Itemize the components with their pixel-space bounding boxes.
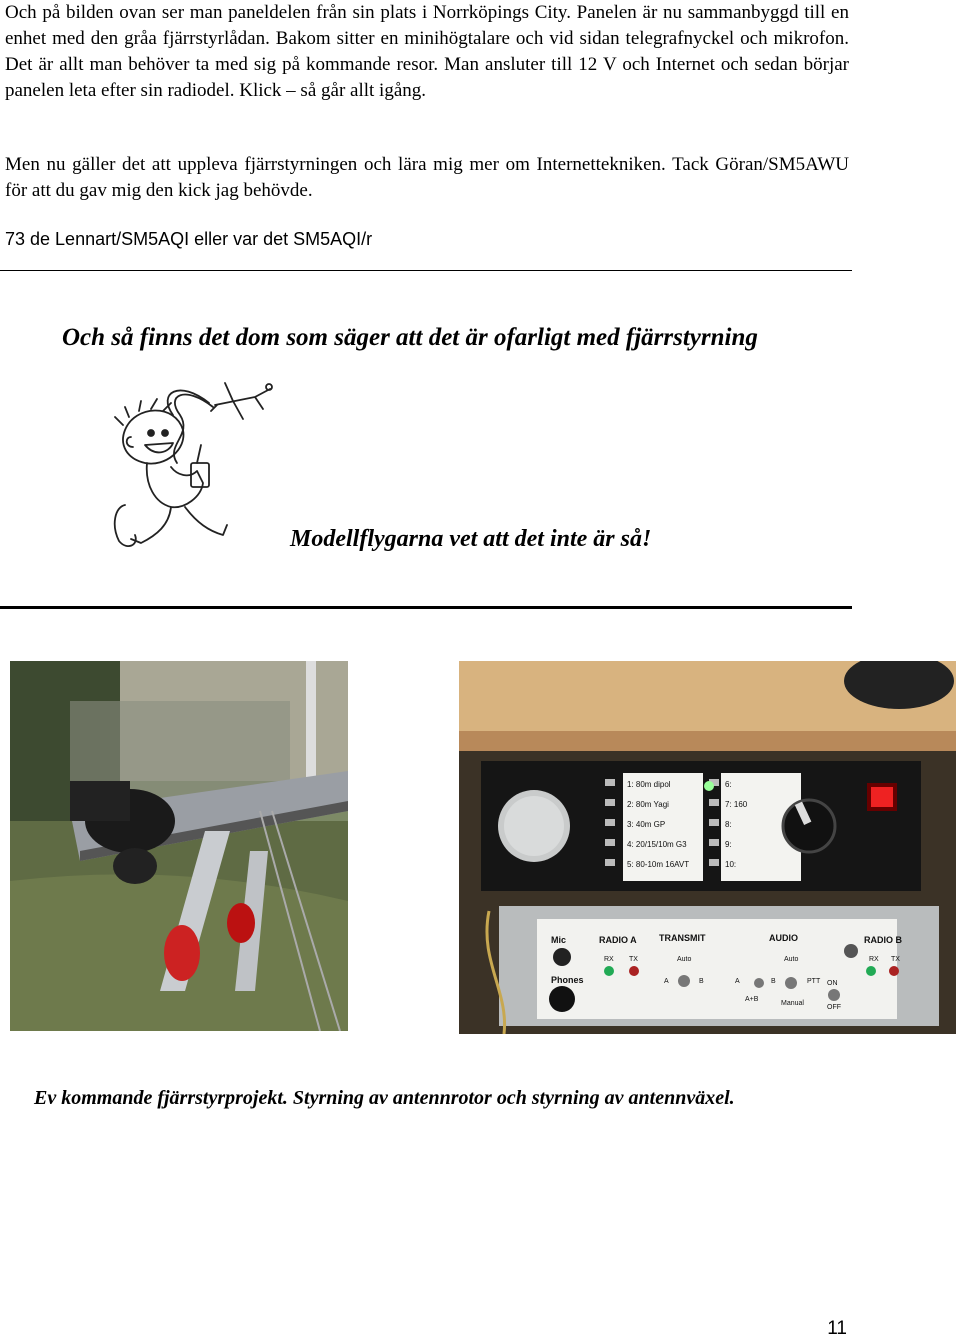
channel-3: 3: 40m GP [627,820,666,829]
channel-4: 4: 20/15/10m G3 [627,840,687,849]
divider-thick [0,606,852,609]
channel-10: 10: [725,860,737,869]
label-auto-audio: Auto [784,956,799,963]
cartoon-illustration [105,375,275,553]
page-number: 11 [827,1318,847,1339]
paragraph-thanks: Men nu gäller det att uppleva fjärrstyrningen och lära mig mer om Internettekniken. Tack Göran/SM5AWU för att du gav mig den kick jag behövde. [5,154,849,201]
label-off: OFF [827,1004,841,1011]
channel-7: 7: 160 [725,800,748,809]
antenna-rotor-photo [10,661,348,1031]
label-a-audio: A [735,978,740,985]
channel-1: 1: 80m dipol [627,780,671,789]
channel-2: 2: 80m Yagi [627,800,669,809]
heading-modellflygarna: Modellflygarna vet att det inte är så! [290,526,652,552]
label-auto-tx: Auto [677,956,692,963]
label-ab: A+B [745,996,759,1003]
signature: 73 de Lennart/SM5AQI eller var det SM5AQI/r [5,229,373,249]
channel-9: 9: [725,840,732,849]
divider [0,270,852,271]
label-b-tx: B [699,978,704,985]
label-audio: AUDIO [769,933,798,943]
heading-warning: Och så finns det dom som säger att det är ofarligt med fjärrstyrning [62,324,758,351]
label-manual: Manual [781,1000,804,1007]
photo-caption: Ev kommande fjärrstyrprojekt. Styrning av antennrotor och styrning av antennväxel. [34,1087,735,1109]
channel-6: 6: [725,780,732,789]
label-rx-b: RX [869,956,879,963]
label-tx-b: TX [891,956,900,963]
label-on: ON [827,980,838,987]
channel-5: 5: 80-10m 16AVT [627,860,690,869]
label-ptt: PTT [807,978,821,985]
label-radio-b: RADIO B [864,935,902,945]
label-rx-a: RX [604,956,614,963]
label-b-audio: B [771,978,776,985]
label-tx-a: TX [629,956,638,963]
paragraph-intro: Och på bilden ovan ser man paneldelen från sin plats i Norrköpings City. Panelen är nu sammanbyggd till en enhet med den gråa fjärrstyrlådan. Bakom sitter en minihögtalare och vid sidan telegrafnyckel och mikrofon. Det är allt man behöver ta med sig på kommande resor. Man ansluter till 12 V och Internet och sedan börjar panelen leta efter sin radiodel. Klick – så går allt igång. [5,2,849,101]
label-radio-a: RADIO A [599,935,637,945]
label-phones: Phones [551,975,584,985]
label-transmit: TRANSMIT [659,933,706,943]
remote-panel-photo [459,661,956,1034]
label-a-tx: A [664,978,669,985]
label-mic: Mic [551,935,567,945]
channel-8: 8: [725,820,732,829]
